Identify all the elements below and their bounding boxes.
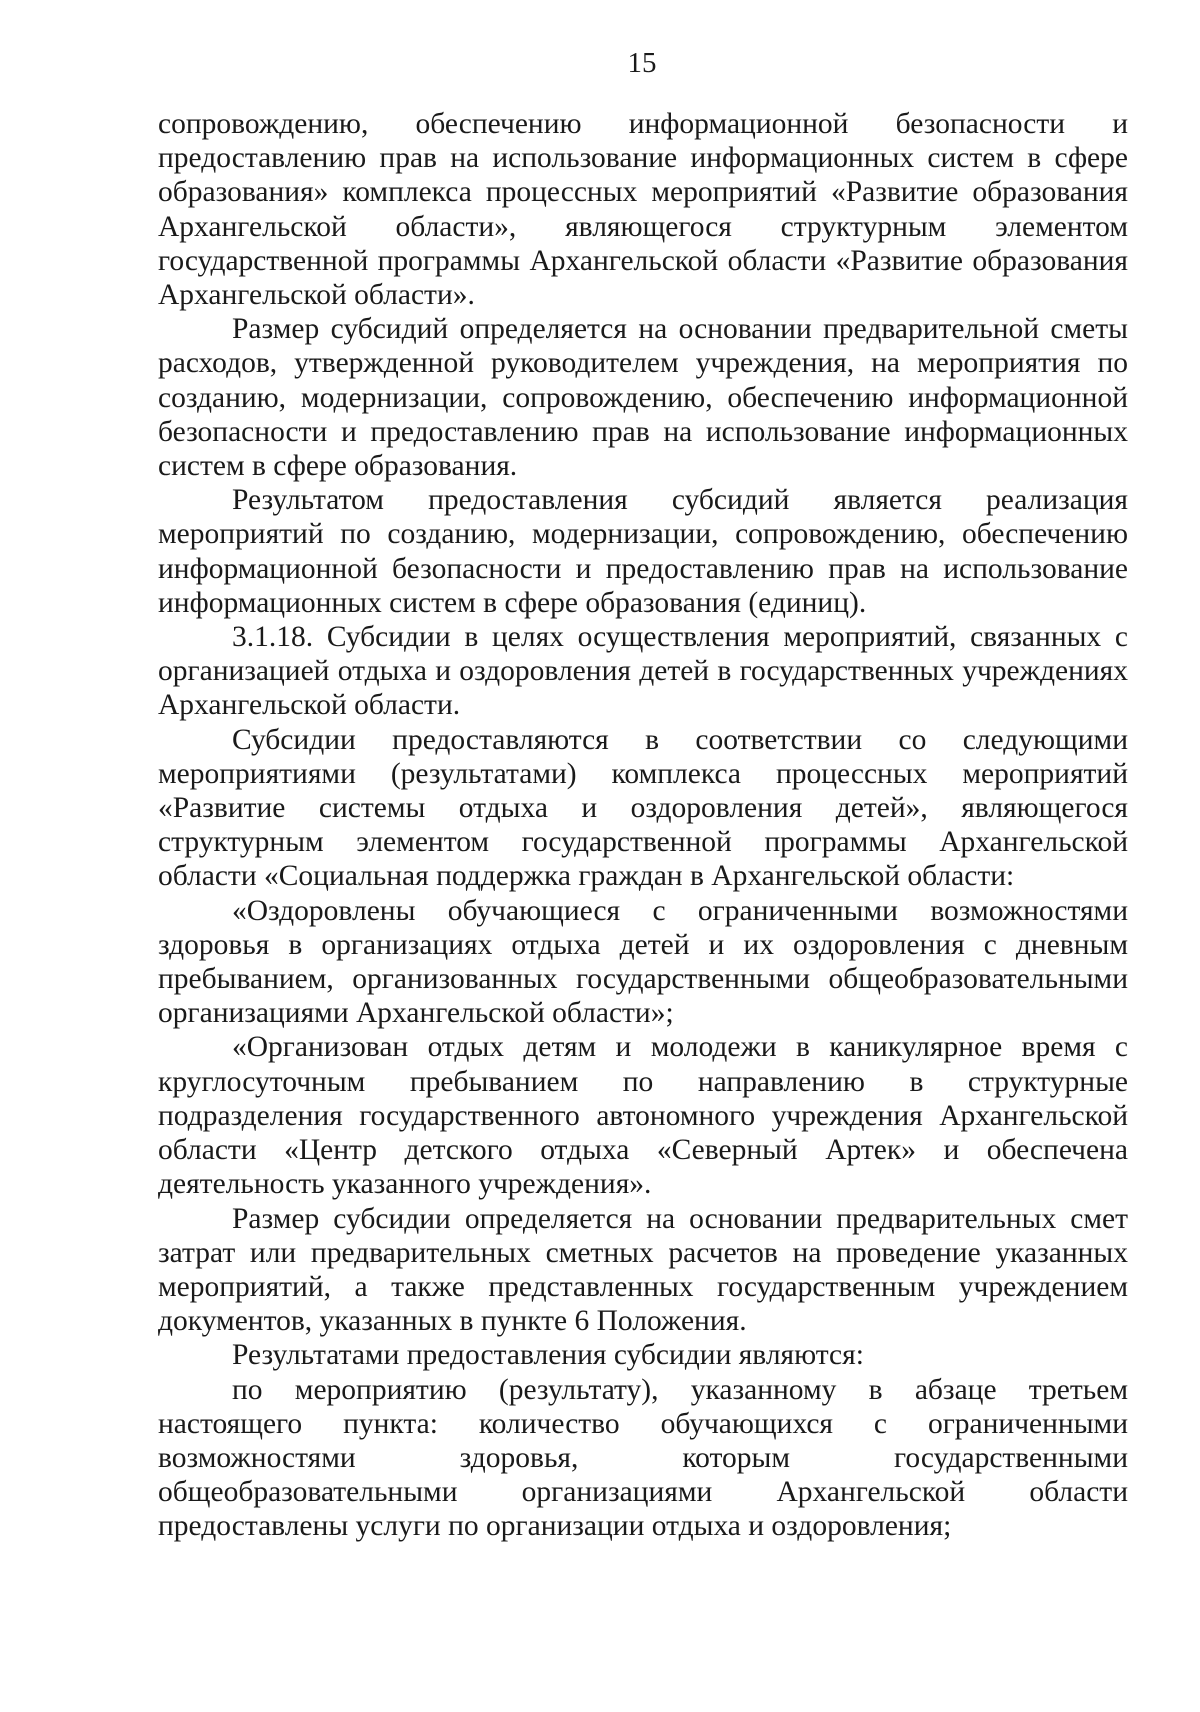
paragraph-6: «Оздоровлены обучающиеся с ограниченными возможностями здоровья в организациях отдыха детей и их оздоровления с дневным пребыванием, организованных государственными общеобразовательными организациями Архангельской области»;: [158, 894, 1128, 1030]
paragraph-10: по мероприятию (результату), указанному в абзаце третьем настоящего пункта: количество обучающихся с ограниченными возможностями здоровья, которым государственными общеобразовательными организациями Архангельской области предоставлены услуги по организации отдыха и оздоровления;: [158, 1373, 1128, 1543]
paragraph-5: Субсидии предоставляются в соответствии со следующими мероприятиями (результатами) комплекса процессных мероприятий «Развитие системы отдыха и оздоровления детей», являющегося структурным элементом государственной программы Архангельской области «Социальная поддержка граждан в Архангельской области:: [158, 723, 1128, 893]
paragraph-9: Результатами предоставления субсидии являются:: [232, 1339, 864, 1372]
paragraph-3: Результатом предоставления субсидий является реализация мероприятий по созданию, модернизации, сопровождению, обеспечению информационной безопасности и предоставлению прав на использование информационных систем в сфере образования (единиц).: [158, 484, 1128, 619]
paragraph-1: сопровождению, обеспечению информационной безопасности и предоставлению прав на использование информационных систем в сфере образования» комплекса процессных мероприятий «Развитие образования Архангельской области», являющегося структурным элементом государственной программы Архангельской области «Развитие образования Архангельской области».: [158, 108, 1128, 312]
page-number: 15: [627, 47, 657, 79]
paragraph-7: «Организован отдых детям и молодежи в каникулярное время с круглосуточным пребыванием по направлению в структурные подразделения государственного автономного учреждения Архангельской области «Центр детского отдыха «Северный Артек» и обеспечена деятельность указанного учреждения».: [158, 1031, 1128, 1201]
paragraph-2: Размер субсидий определяется на основании предварительной сметы расходов, утвержденной руководителем учреждения, на мероприятия по созданию, модернизации, сопровождению, обеспечению информационной безопасности и предоставлению прав на использование информационных систем в сфере образования.: [158, 313, 1128, 483]
paragraph-8: Размер субсидии определяется на основании предварительных смет затрат или предварительных сметных расчетов на проведение указанных мероприятий, а также представленных государственным учреждением документов, указанных в пункте 6 Положения.: [158, 1202, 1128, 1338]
paragraph-4: 3.1.18. Субсидии в целях осуществления мероприятий, связанных с организацией отдыха и оздоровления детей в государственных учреждениях Архангельской области.: [158, 621, 1128, 722]
document-body: [158, 107, 1128, 1544]
